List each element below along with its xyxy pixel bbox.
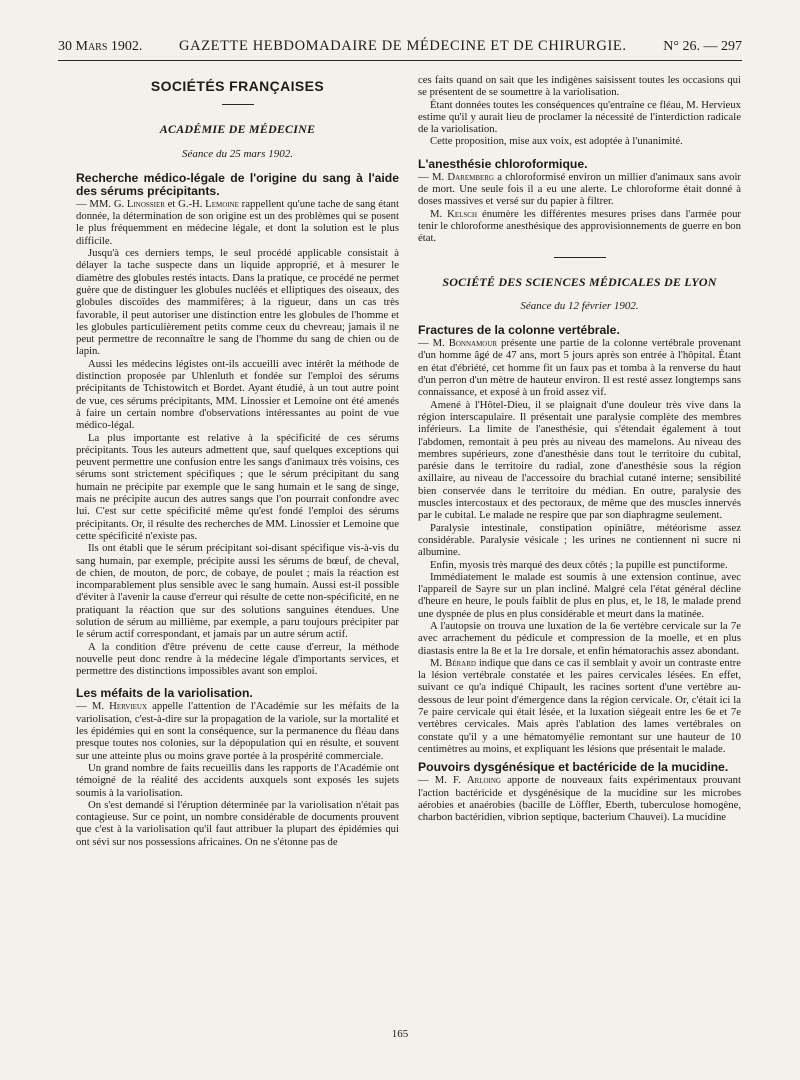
section-rule bbox=[554, 257, 606, 258]
left-column bbox=[76, 74, 399, 848]
section-heading-academie: ACADÉMIE DE MÉDECINE bbox=[159, 122, 316, 137]
author-name: Daremberg bbox=[447, 170, 494, 183]
article-paragraph: — MM. G. Linossier et G.-H. Lemoine rappellent qu'une tache de sang étant donnée, la détermination de son origine est un des problèmes qui se posent le plus fréquemment en médecine légale, et dont la solution est le plus difficile. bbox=[76, 197, 399, 247]
article-paragraph: — M. F. Arloing apporte de nouveaux faits expérimentaux prouvant l'action bactéricide et dysgénésique de la mucidine sur les microbes aérobies et anaérobies (bacille de Löffler, Eberth, tuberculose homogène, charbon bactéridien, vibrion septique, bacterium Chauvei). La mucidine bbox=[418, 774, 741, 824]
article-paragraph: — M. Hervieux appelle l'attention de l'Académie sur les méfaits de la variolisation, c'est-à-dire sur la propagation de la variole, sur la mortalité et les épidémies qui en sont la conséquence, sur la permanence du fléau dans presque toutes nos colonies, sur la dépopulation qui en résulte, et souvent sur une atteinte plus ou moins grave portée à la prospérité commerciale. bbox=[76, 700, 399, 762]
article-paragraph: Immédiatement le malade est soumis à une extension continue, avec l'appareil de Sayre sur un plan incliné. Malgré cela l'état général décline d'heure en heure, le pouls faiblit de plus en plus, et, le 18, le malade prend une dyspnée de plus en plus considérable et meurt dans la matinée. bbox=[418, 570, 741, 620]
author-name: Arloing bbox=[466, 774, 501, 787]
article-paragraph: Paralysie intestinale, constipation opiniâtre, météorisme assez considérable. Paralysie vésicale ; les urines ne contiennent ni sucre ni albumine. bbox=[418, 521, 741, 559]
session-date: Séance du 25 mars 1902. bbox=[182, 147, 293, 160]
article-title-anesthesie: L'anesthésie chloroformique. bbox=[418, 156, 588, 171]
author-name: Bérard bbox=[445, 656, 476, 669]
section-heading-lyon: SOCIÉTÉ DES SCIENCES MÉDICALES DE LYON bbox=[442, 274, 717, 289]
article-paragraph: Étant données toutes les conséquences qu'entraîne ce fléau, M. Hervieux estime qu'il y aurait lieu de proclamer la nécessité de l'interdiction radicale de la variolisation. bbox=[418, 98, 741, 136]
article-title-mucidine: Pouvoirs dysgénésique et bactéricide de la mucidine. bbox=[418, 760, 729, 775]
journal-title: GAZETTE HEBDOMADAIRE DE MÉDECINE ET DE CHIRURGIE. bbox=[179, 38, 627, 54]
author-name: Hervieux bbox=[109, 700, 148, 713]
article-title-variolisation: Les méfaits de la variolisation. bbox=[76, 686, 253, 701]
right-column bbox=[418, 74, 741, 823]
section-rule bbox=[222, 104, 254, 105]
article-paragraph: La plus importante est relative à la spécificité de ces sérums précipitants. Tous les auteurs admettent que, sauf quelques exceptions qui peuvent permettre une confusion entre les sangs d'animaux très voisins, ces sérums sont strictement spécifiques ; que le sérum précipitant du sang humain ne précipite par exemple que le sang humain et le sang de singe, mais ne précipite aucun des autres sangs que l'on pourrait confondre avec lui. C'est sur cette spécificité même qu'est fondé l'emploi des sérums précipitants. Or, il résulte des recherches de MM. Linossier et Lemoine que cette spécificité n'existe pas. bbox=[76, 431, 399, 542]
article-paragraph: On s'est demandé si l'éruption déterminée par la variolisation n'était pas contagieuse. Sur ce point, un nombre considérable de documents prouvent que c'est à la variolisation qu'il faut attribuer la plupart des épidémies qui ont sévi sur nos possessions africaines. On ne s'étonne pas de bbox=[76, 798, 399, 848]
article-paragraph: Jusqu'à ces derniers temps, le seul procédé applicable consistait à délayer la tache suspecte dans un liquide approprié, et à mesurer le diamètre des globules restés intacts. Dans la pratique, ce procédé ne permet guère que de distinguer les globules nucléés et elliptiques des oiseaux, des globules discoïdes des mammifères; à la rigueur, dans un cas très favorable, il peut autoriser une distinction entre les globules de l'homme et les globules particulièrement petits comme ceux du chevreau; jamais il ne peut permettre de reconnaître le sang de l'homme du sang de chien ou de lapin. bbox=[76, 247, 399, 358]
running-head bbox=[58, 38, 742, 61]
article-paragraph: — M. Daremberg a chloroformisé environ un millier d'animaux sans avoir de mort. Une seule fois il a eu une alerte. Le chloroforme était donné à doses massives et versé sur du papier à filtrer. bbox=[418, 170, 741, 208]
author-name: G. Linossier bbox=[113, 197, 165, 210]
article-paragraph: Enfin, myosis très marqué des deux côtés ; la pupille est punctiforme. bbox=[430, 558, 728, 571]
article-paragraph: Cette proposition, mise aux voix, est adoptée à l'unanimité. bbox=[430, 135, 683, 148]
article-paragraph: ces faits quand on sait que les indigènes saisissent toutes les occasions qui se présentent de se soumettre à la variolisation. bbox=[418, 74, 741, 99]
article-paragraph: — M. Bonnamour présente une partie de la colonne vertébrale provenant d'un homme âgé de 47 ans, mort 5 jours après son entrée à l'hôpital. Étant en état d'ébriété, cet homme fit un faux pas et tomba à la renverse du haut d'un perron d'un mètre de hauteur environ. Il est resté assez longtemps sans connaissance, et exposé à un froid assez vif. bbox=[418, 337, 741, 399]
article-paragraph: Amené à l'Hôtel-Dieu, il se plaignait d'une douleur très vive dans la région interscapulaire. Il présentait une paralysie complète des membres inférieurs. La limite de l'anesthésie, qui s'étendait également à tout l'abdomen, remontait à peu près au niveau des mamelons. Au niveau des membres supérieurs, zone d'anesthésie dans tout le territoire du cubital, parésie dans le territoire du radial, zone d'anesthésie sous la région axillaire, au niveau de l'accessoire du brachial cutané interne; sensibilité bien conservée dans le territoire du médian. En outre, paralysie des muscles intercostaux et des pectoraux, de même que des muscles innervés par le cubital. Le malade ne respire que par son diaphragme seulement. bbox=[418, 398, 741, 522]
article-title-sang: Recherche médico-légale de l'origine du sang à l'aide des sérums précipitants. bbox=[76, 170, 399, 198]
article-paragraph: Aussi les médecins légistes ont-ils accueilli avec intérêt la méthode de distinction proposée par Uhlenluth et fondée sur l'emploi des sérums précipitants de Tchistowitch et Bordet. Ayant étudié, à un tout autre point de vue, ces sérums précipitants, MM. Linossier et Lemoine ont été amenés à faire un certain nombre d'observations intéressantes au point de vue médico-légal. bbox=[76, 357, 399, 432]
article-paragraph: A l'autopsie on trouva une luxation de la 6e vertèbre cervicale sur la 7e avec arrachement du pédicule et compression de la moelle, et en plus diastasis entre la 8e et la 1re dorsale, et enfin hématorachis assez abondant. bbox=[418, 619, 741, 657]
society-heading: SOCIÉTÉS FRANÇAISES bbox=[150, 78, 325, 94]
article-paragraph: A la condition d'être prévenu de cette cause d'erreur, la méthode nouvelle peut donc rendre à la médecine légale d'importants services, et permettre des distinctions impossibles avant son emploi. bbox=[76, 640, 399, 678]
article-paragraph: Un grand nombre de faits recueillis dans les rapports de l'Académie ont témoigné de la réalité des accidents auxquels sont exposés les sujets soumis à la variolisation. bbox=[76, 761, 399, 799]
article-title-fractures: Fractures de la colonne vertébrale. bbox=[418, 323, 620, 338]
article-paragraph: M. Bérard indique que dans ce cas il semblait y avoir un contraste entre la lésion vertébrale constatée et les paires cervicales lésées. En effet, suivant ce qu'a indiqué Chipault, les racines sortent d'une vertèbre au-dessous de leur point d'émergence dans la région cervicale. Or, c'était ici la 7e paire cervicale qui était lésée, et la luxation siégeait entre les 6e et 7e vertèbres cervicales. Mais après l'ablation des lames vertébrales on constate qu'il y a une hématomyélie remontant sur une hauteur de 10 centimètres au moins, et expliquant les lésions que présentait le malade. bbox=[418, 656, 741, 755]
article-paragraph: Ils ont établi que le sérum précipitant soi-disant spécifique vis-à-vis du sang humain, par exemple, précipite aussi les sérums de bœuf, de cheval, de chien, de mouton, de porc, de cobaye, de poulet ; mais la réaction est incomparablement plus sensible avec le sang humain. Aussi est-il possible d'éviter à l'avenir la cause d'erreur qui résulte de cette non-spécificité, en ne pratiquant la réaction que sur des solutions sanguines étendues. Une solution de sérum au millième, par exemple, a paru toujours précipiter par le sérum actif correspondant, et jamais par un autre sérum actif. bbox=[76, 542, 399, 641]
article-paragraph: M. Kelsch énumère les différentes mesures prises dans l'armée pour tenir le chloroforme anesthésique des approvisionnements de guerre en bon état. bbox=[418, 207, 741, 245]
issue-page-number: N° 26. — 297 bbox=[663, 39, 742, 54]
author-name: Bonnamour bbox=[448, 337, 498, 350]
session-date: Séance du 12 février 1902. bbox=[520, 299, 639, 312]
author-name: G.-H. Lemoine bbox=[178, 197, 239, 210]
issue-date: 30 Mars 1902. bbox=[58, 39, 143, 54]
folio-number: 165 bbox=[391, 1028, 409, 1040]
author-name: Kelsch bbox=[447, 207, 478, 220]
